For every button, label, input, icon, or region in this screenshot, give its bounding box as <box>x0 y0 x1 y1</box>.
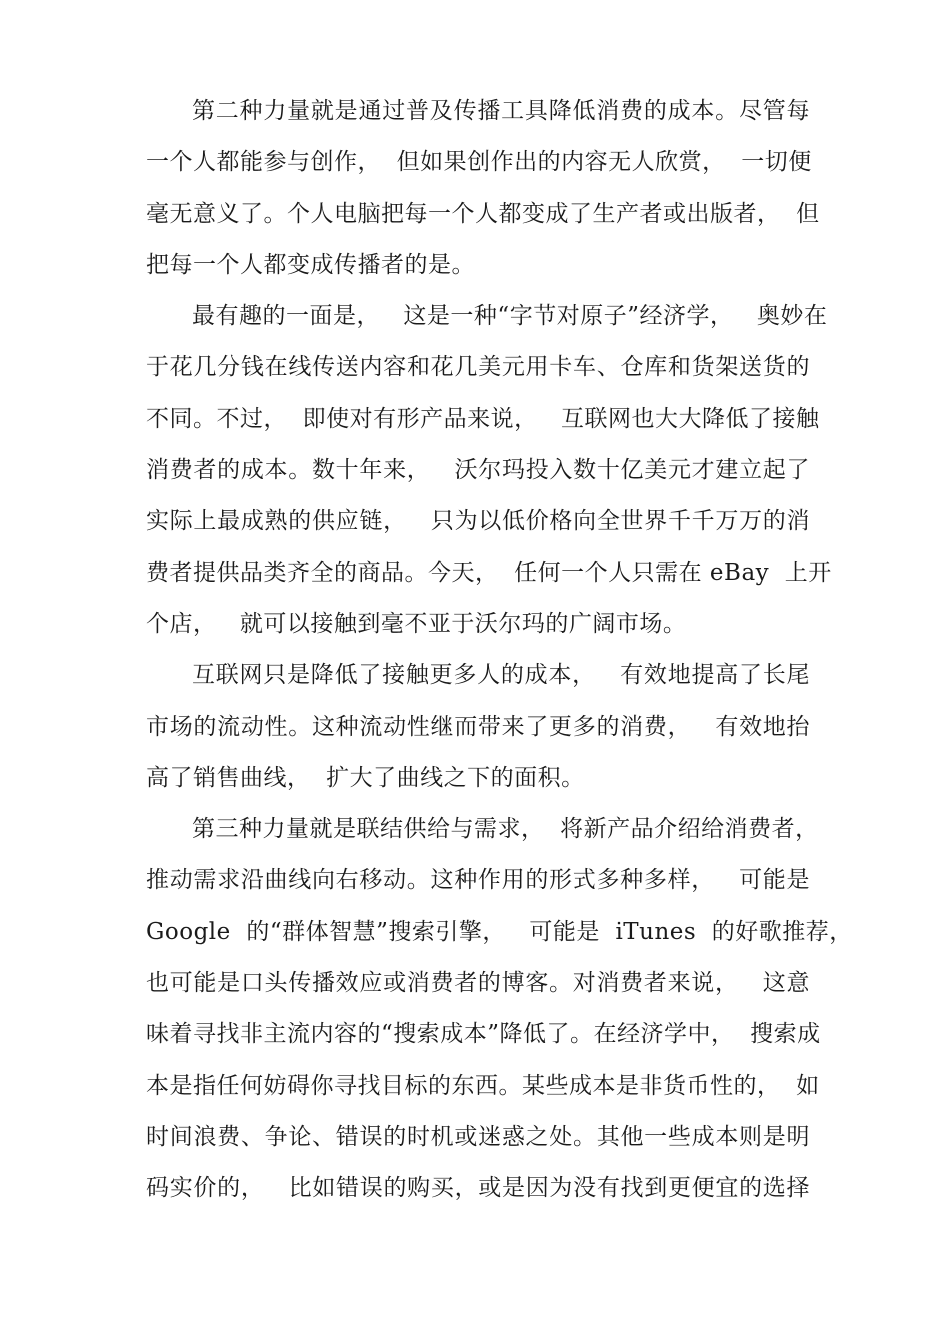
text-line: 不同。不过， 即使对有形产品来说， 互联网也大大降低了接触 <box>146 405 820 432</box>
paragraph-2 <box>146 291 832 650</box>
text-line: Google 的“群体智慧”搜索引擎， 可能是 iTunes 的好歌推荐， <box>146 918 853 945</box>
text-line: 消费者的成本。数十年来， 沃尔玛投入数十亿美元才建立起了 <box>146 457 810 484</box>
text-line: 码实价的， 比如错误的购买，或是因为没有找到更便宜的选择 <box>146 1175 810 1202</box>
text-line: 第三种力量就是联结供给与需求， 将新产品介绍给消费者， <box>192 816 819 843</box>
text-line: 毫无意义了。个人电脑把每一个人都变成了生产者或出版者， 但 <box>146 200 820 227</box>
text-line: 个店， 就可以接触到毫不亚于沃尔玛的广阔市场。 <box>146 610 687 637</box>
text-line: 高了销售曲线， 扩大了曲线之下的面积。 <box>146 764 585 791</box>
text-line: 市场的流动性。这种流动性继而带来了更多的消费， 有效地抬 <box>146 713 810 740</box>
text-line: 费者提供品类齐全的商品。今天， 任何一个人只需在 eBay 上开 <box>146 559 832 586</box>
text-line: 互联网只是降低了接触更多人的成本， 有效地提高了长尾 <box>192 662 810 689</box>
paragraph-3 <box>146 650 810 804</box>
text-line: 一个人都能参与创作， 但如果创作出的内容无人欣赏， 一切便 <box>146 149 812 176</box>
document-body <box>146 86 853 1215</box>
text-line: 推动需求沿曲线向右移动。这种作用的形式多种多样， 可能是 <box>146 867 810 894</box>
text-line: 于花几分钱在线传送内容和花几美元用卡车、仓库和货架送货的 <box>146 354 810 381</box>
text-line: 时间浪费、争论、错误的时机或迷惑之处。其他一些成本则是明 <box>146 1123 810 1150</box>
text-line: 也可能是口头传播效应或消费者的博客。对消费者来说， 这意 <box>146 970 810 997</box>
text-line: 味着寻找非主流内容的“搜索成本”降低了。在经济学中， 搜索成 <box>146 1021 821 1048</box>
text-line: 最有趣的一面是， 这是一种“字节对原子”经济学， 奥妙在 <box>192 303 828 330</box>
text-line: 实际上最成熟的供应链， 只为以低价格向全世界千千万万的消 <box>146 508 810 535</box>
paragraph-1 <box>146 86 820 291</box>
text-line: 本是指任何妨碍你寻找目标的东西。某些成本是非货币性的， 如 <box>146 1072 820 1099</box>
text-line: 把每一个人都变成传播者的是。 <box>146 251 475 278</box>
paragraph-4 <box>146 804 853 1214</box>
text-line: 第二种力量就是通过普及传播工具降低消费的成本。尽管每 <box>192 98 810 124</box>
